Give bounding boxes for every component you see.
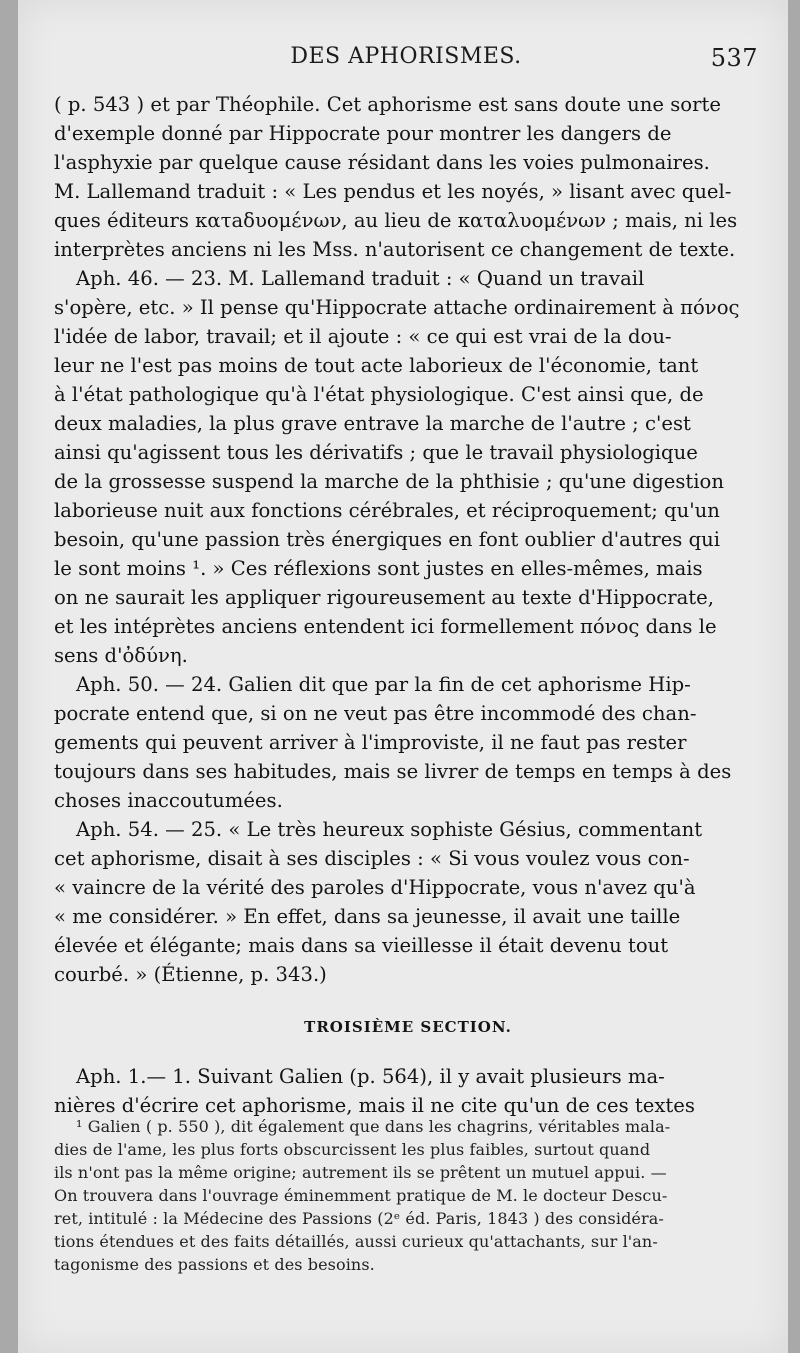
text-line: cet aphorisme, disait à ses disciples : « Si vous voulez vous con-	[54, 847, 690, 870]
text-line: l'asphyxie par quelque cause résidant dans les voies pulmonaires.	[54, 151, 710, 174]
running-header	[54, 44, 758, 84]
text-line: choses inaccoutumées.	[54, 789, 283, 812]
text-line: « me considérer. » En effet, dans sa jeunesse, il avait une taille	[54, 905, 681, 928]
text-line: pocrate entend que, si on ne veut pas être incommodé des chan-	[54, 702, 697, 725]
running-title: DES APHORISMES.	[290, 44, 522, 69]
text-line: interprètes anciens ni les Mss. n'autorisent ce changement de texte.	[54, 238, 736, 261]
paragraph-4	[54, 815, 762, 989]
paragraph-3	[54, 670, 762, 815]
text-line: besoin, qu'une passion très énergiques en font oublier d'autres qui	[54, 528, 721, 551]
text-line: « vaincre de la vérité des paroles d'Hippocrate, vous n'avez qu'à	[54, 876, 696, 899]
text-line: Aph. 46. — 23. M. Lallemand traduit : « Quand un travail	[76, 267, 645, 290]
footnote-line: ¹ Galien ( p. 550 ), dit également que dans les chagrins, véritables mala-	[76, 1117, 671, 1136]
text-line: M. Lallemand traduit : « Les pendus et les noyés, » lisant avec quel-	[54, 180, 732, 203]
text-line: à l'état pathologique qu'à l'état physiologique. C'est ainsi que, de	[54, 383, 704, 406]
main-text	[54, 90, 762, 1120]
page-number: 537	[710, 44, 758, 72]
text-line: le sont moins ¹. » Ces réflexions sont justes en elles-mêmes, mais	[54, 557, 703, 580]
section-heading: TROISIÈME SECTION.	[304, 1018, 512, 1036]
text-line: courbé. » (Étienne, p. 343.)	[54, 963, 327, 986]
text-line: leur ne l'est pas moins de tout acte laborieux de l'économie, tant	[54, 354, 699, 377]
paragraph-1	[54, 90, 762, 264]
text-line: et les intéprètes anciens entendent ici formellement πόνος dans le	[54, 615, 717, 638]
text-line: s'opère, etc. » Il pense qu'Hippocrate attache ordinairement à πόνος	[54, 296, 740, 319]
footnote-line: tions étendues et des faits détaillés, aussi curieux qu'attachants, sur l'an-	[54, 1232, 658, 1251]
text-line: élevée et élégante; mais dans sa vieillesse il était devenu tout	[54, 934, 669, 957]
text-line: Aph. 50. — 24. Galien dit que par la fin de cet aphorisme Hip-	[76, 673, 691, 696]
footnote	[54, 1115, 766, 1276]
text-line: on ne saurait les appliquer rigoureusement au texte d'Hippocrate,	[54, 586, 715, 609]
footnote-line: dies de l'ame, les plus forts obscurcissent les plus faibles, surtout quand	[54, 1140, 651, 1159]
text-line: ainsi qu'agissent tous les dérivatifs ; que le travail physiologique	[54, 441, 698, 464]
text-line: gements qui peuvent arriver à l'improviste, il ne faut pas rester	[54, 731, 687, 754]
text-line: Aph. 54. — 25. « Le très heureux sophiste Gésius, commentant	[76, 818, 703, 841]
book-page	[18, 0, 788, 1353]
text-line: sens d'ὀδύνη.	[54, 644, 188, 667]
text-line: Aph. 1.— 1. Suivant Galien (p. 564), il y avait plusieurs ma-	[76, 1065, 665, 1088]
text-line: d'exemple donné par Hippocrate pour montrer les dangers de	[54, 122, 672, 145]
text-line: deux maladies, la plus grave entrave la marche de l'autre ; c'est	[54, 412, 691, 435]
paragraph-2	[54, 264, 762, 670]
text-line: toujours dans ses habitudes, mais se livrer de temps en temps à des	[54, 760, 732, 783]
text-line: l'idée de labor, travail; et il ajoute : « ce qui est vrai de la dou-	[54, 325, 672, 348]
text-line: ( p. 543 ) et par Théophile. Cet aphorisme est sans doute une sorte	[54, 93, 721, 116]
text-line: nières d'écrire cet aphorisme, mais il ne cite qu'un de ces textes	[54, 1094, 695, 1117]
footnote-line: ret, intitulé : la Médecine des Passions (2ᵉ éd. Paris, 1843 ) des considéra-	[54, 1209, 664, 1228]
footnote-line: ils n'ont pas la même origine; autrement ils se prêtent un mutuel appui. —	[54, 1163, 667, 1182]
text-line: laborieuse nuit aux fonctions cérébrales, et réciproquement; qu'un	[54, 499, 720, 522]
footnote-line: On trouvera dans l'ouvrage éminemment pratique de M. le docteur Descu-	[54, 1186, 668, 1205]
footnote-line: tagonisme des passions et des besoins.	[54, 1255, 375, 1274]
text-line: de la grossesse suspend la marche de la phthisie ; qu'une digestion	[54, 470, 724, 493]
paragraph-5	[54, 1062, 762, 1120]
text-line: ques éditeurs κατaδυομένων, au lieu de καταλυομένων ; mais, ni les	[54, 209, 738, 232]
